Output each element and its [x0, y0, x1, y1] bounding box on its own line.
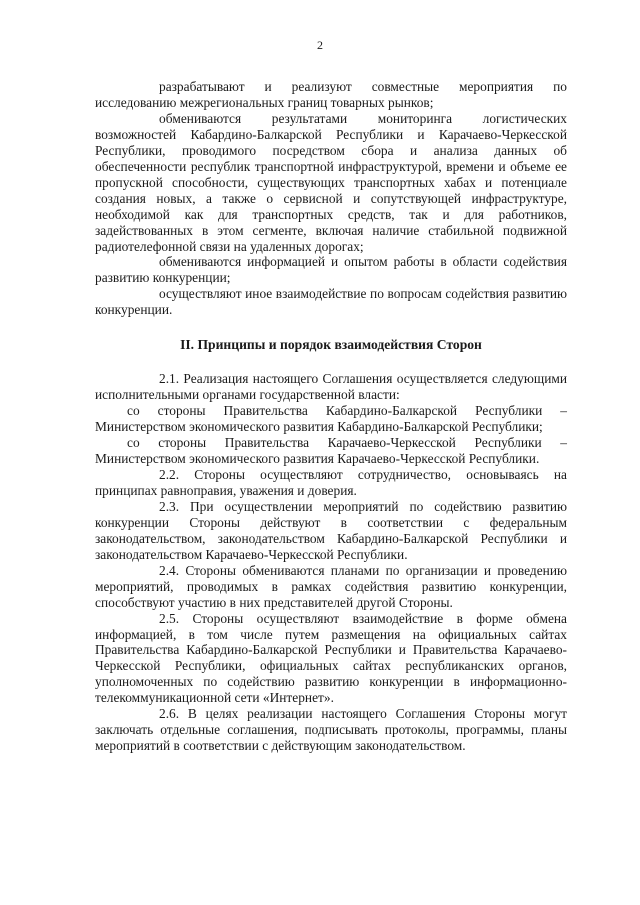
paragraph: 2.1. Реализация настоящего Соглашения осуществляется следующими исполнительными органами государственной власти:	[95, 371, 567, 403]
paragraph: осуществляют иное взаимодействие по вопросам содействия развитию конкуренции.	[95, 286, 567, 318]
paragraph: 2.5. Стороны осуществляют взаимодействие в форме обмена информацией, в том числе путем размещения на официальных сайтах Правительства Кабардино-Балкарской Республики и Правительства Карачаево-Черкесской Республики, официальных сайтах республиканских органов, уполномоченных по содействию развитию конкуренции в информационно-телекоммуникационной сети «Интернет».	[95, 610, 567, 706]
section-heading: II. Принципы и порядок взаимодействия Сторон	[180, 337, 482, 353]
paragraph: обмениваются результатами мониторинга логистических возможностей Кабардино-Балкарской Республики и Карачаево-Черкесской Республики, проводимого посредством сбора и анализа данных об обеспеченности республик транспортной инфраструктурой, времени и объеме ее пропускной способности, существующих транспортных хабах и потенциале создания новых, а также о сервисной и сопутствующей инфраструктуре, необходимой как для транспортных средств, так и для работников, задействованных в этом сегменте, включая наличие стабильной подвижной радиотелефонной связи на удаленных дорогах;	[95, 110, 567, 254]
paragraph: 2.6. В целях реализации настоящего Соглашения Стороны могут заключать отдельные соглашения, подписывать протоколы, программы, планы мероприятий в соответствии с действующим законодательством.	[95, 706, 567, 754]
page-number: 2	[317, 38, 323, 52]
paragraph: со стороны Правительства Кабардино-Балкарской Республики – Министерством экономического развития Кабардино-Балкарской Республики;	[95, 403, 567, 435]
paragraph: со стороны Правительства Карачаево-Черкесской Республики – Министерством экономического развития Карачаево-Черкесской Республики.	[95, 435, 567, 467]
paragraph: разрабатывают и реализуют совместные мероприятия по исследованию межрегиональных границ товарных рынков;	[95, 79, 567, 110]
document-body	[95, 79, 567, 754]
paragraph: 2.3. При осуществлении мероприятий по содействию развитию конкуренции Стороны действуют в соответствии с федеральным законодательством, законодательством Кабардино-Балкарской Республики и законодательством Карачаево-Черкесской Республики.	[95, 498, 567, 562]
paragraph: 2.2. Стороны осуществляют сотрудничество, основываясь на принципах равноправия, уважения и доверия.	[95, 466, 567, 498]
paragraph: 2.4. Стороны обмениваются планами по организации и проведению мероприятий, проводимых в рамках содействия развитию конкуренции, способствуют участию в них представителей другой Стороны.	[95, 562, 567, 610]
paragraph: обмениваются информацией и опытом работы в области содействия развитию конкуренции;	[95, 254, 567, 286]
